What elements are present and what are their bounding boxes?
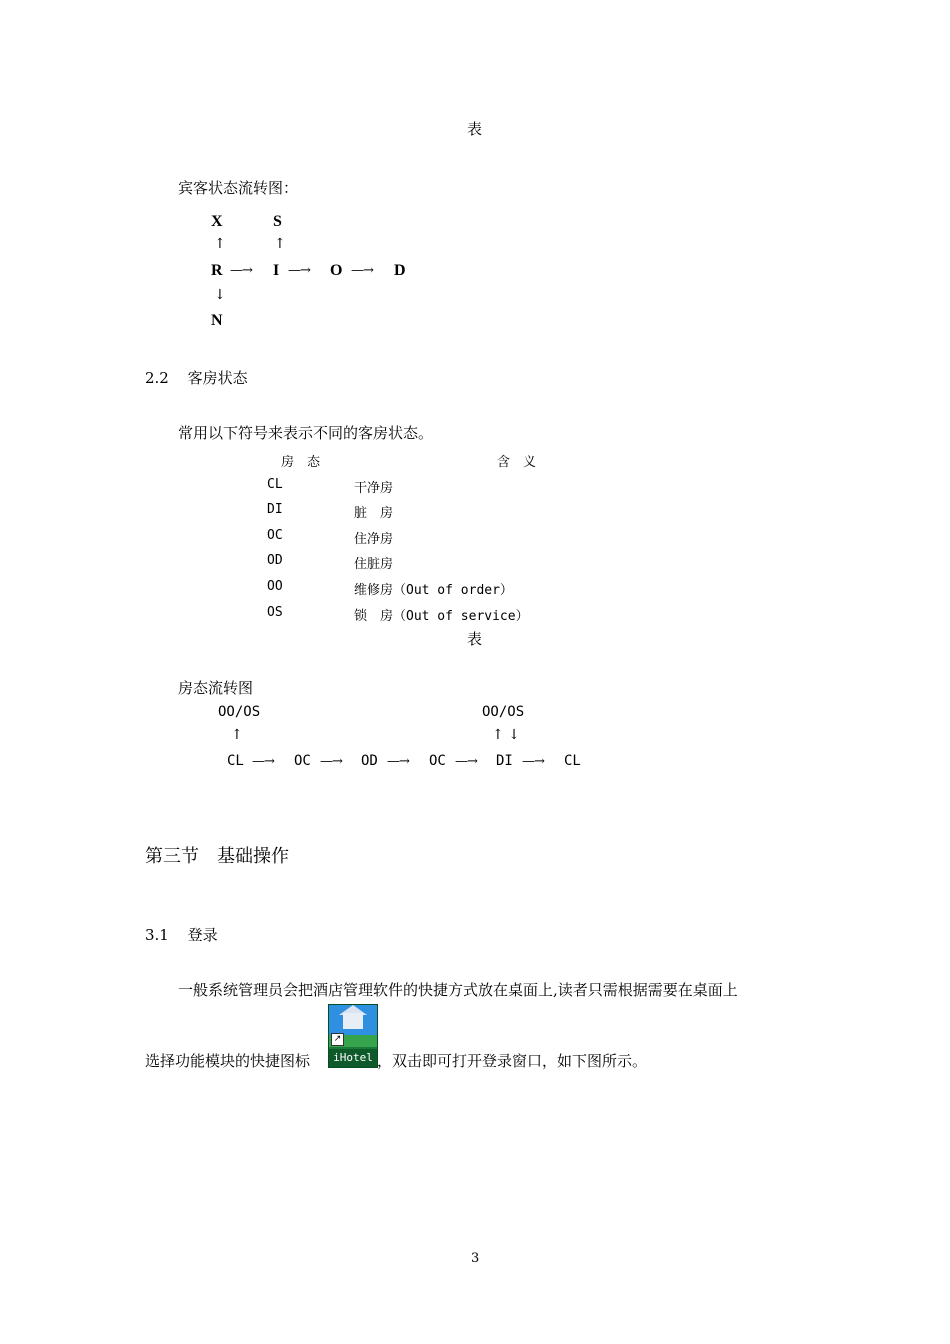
arrow-o-d: —→ (351, 263, 373, 278)
flow-arrow: —→ (252, 754, 274, 769)
table-row-meaning: 干净房 (354, 481, 394, 496)
room-flow-top-right: OO/OS (482, 704, 525, 720)
table-header-meaning: 含 义 (497, 455, 537, 470)
ihotel-shortcut-icon[interactable] (328, 1004, 378, 1068)
room-status-intro: 常用以下符号来表示不同的客房状态。 (178, 424, 434, 442)
flow-node: DI (496, 753, 513, 769)
page-number: 3 (471, 1251, 480, 1266)
arrow-up-x: ↑ (214, 236, 226, 252)
section-3-1-heading (145, 924, 218, 945)
arrow-i-o: —→ (288, 263, 310, 278)
node-o: O (330, 262, 343, 279)
node-x: X (211, 213, 223, 230)
table-row-code: OC (267, 528, 283, 543)
guest-flow-title: 宾客状态流转图： (178, 179, 299, 197)
node-n: N (211, 312, 223, 329)
paragraph-1: 一般系统管理员会把酒店管理软件的快捷方式放在桌面上,读者只需根据需要在桌面上 (178, 981, 738, 999)
table-row-code: OD (267, 553, 283, 568)
node-d: D (394, 262, 406, 279)
table-row-code: CL (267, 477, 283, 492)
section-number: 3.1 (145, 926, 169, 944)
flow-node: CL (227, 753, 244, 769)
arrow-down-n: ↓ (214, 287, 226, 303)
table-row-meaning: 锁 房（Out of service） (354, 609, 529, 624)
section-2-2-heading (145, 367, 248, 388)
table-caption-top: 表 (467, 120, 483, 138)
table-row-code: OO (267, 579, 283, 594)
arrow-updown-right: ↑ ↓ (492, 727, 520, 743)
arrow-r-i: —→ (230, 263, 252, 278)
arrow-up-left: ↑ (231, 727, 243, 743)
table-header-status: 房 态 (281, 455, 321, 470)
section-title: 客房状态 (187, 369, 248, 387)
flow-arrow: —→ (320, 754, 342, 769)
flow-node: OC (429, 753, 446, 769)
table-row-meaning: 住脏房 (354, 557, 394, 572)
flow-arrow: —→ (387, 754, 409, 769)
section-title: 登录 (187, 926, 218, 944)
room-flow-title: 房态流转图 (178, 679, 254, 697)
table-row-code: DI (267, 502, 283, 517)
node-i: I (273, 262, 280, 279)
node-s: S (273, 213, 282, 230)
paragraph-2-before: 选择功能模块的快捷图标 (145, 1052, 311, 1070)
paragraph-2-after: ，双击即可打开登录窗口，如下图所示。 (377, 1052, 648, 1070)
shortcut-arrow-icon: ↗ (331, 1033, 344, 1046)
flow-node: OC (294, 753, 311, 769)
section-3-heading: 第三节 基础操作 (145, 846, 289, 867)
flow-arrow: —→ (522, 754, 544, 769)
table-row-meaning: 维修房（Out of order） (354, 583, 513, 598)
table-row-meaning: 住净房 (354, 532, 394, 547)
table-row-code: OS (267, 605, 283, 620)
icon-house (343, 1013, 363, 1029)
node-r: R (211, 262, 223, 279)
flow-node: CL (564, 753, 581, 769)
room-flow-top-left: OO/OS (218, 704, 261, 720)
table-row-meaning: 脏 房 (354, 506, 394, 521)
flow-arrow: —→ (455, 754, 477, 769)
section-number: 2.2 (145, 369, 169, 387)
arrow-up-s: ↑ (274, 236, 286, 252)
table-caption: 表 (467, 630, 483, 648)
icon-label: iHotel (329, 1049, 377, 1067)
flow-node: OD (361, 753, 378, 769)
